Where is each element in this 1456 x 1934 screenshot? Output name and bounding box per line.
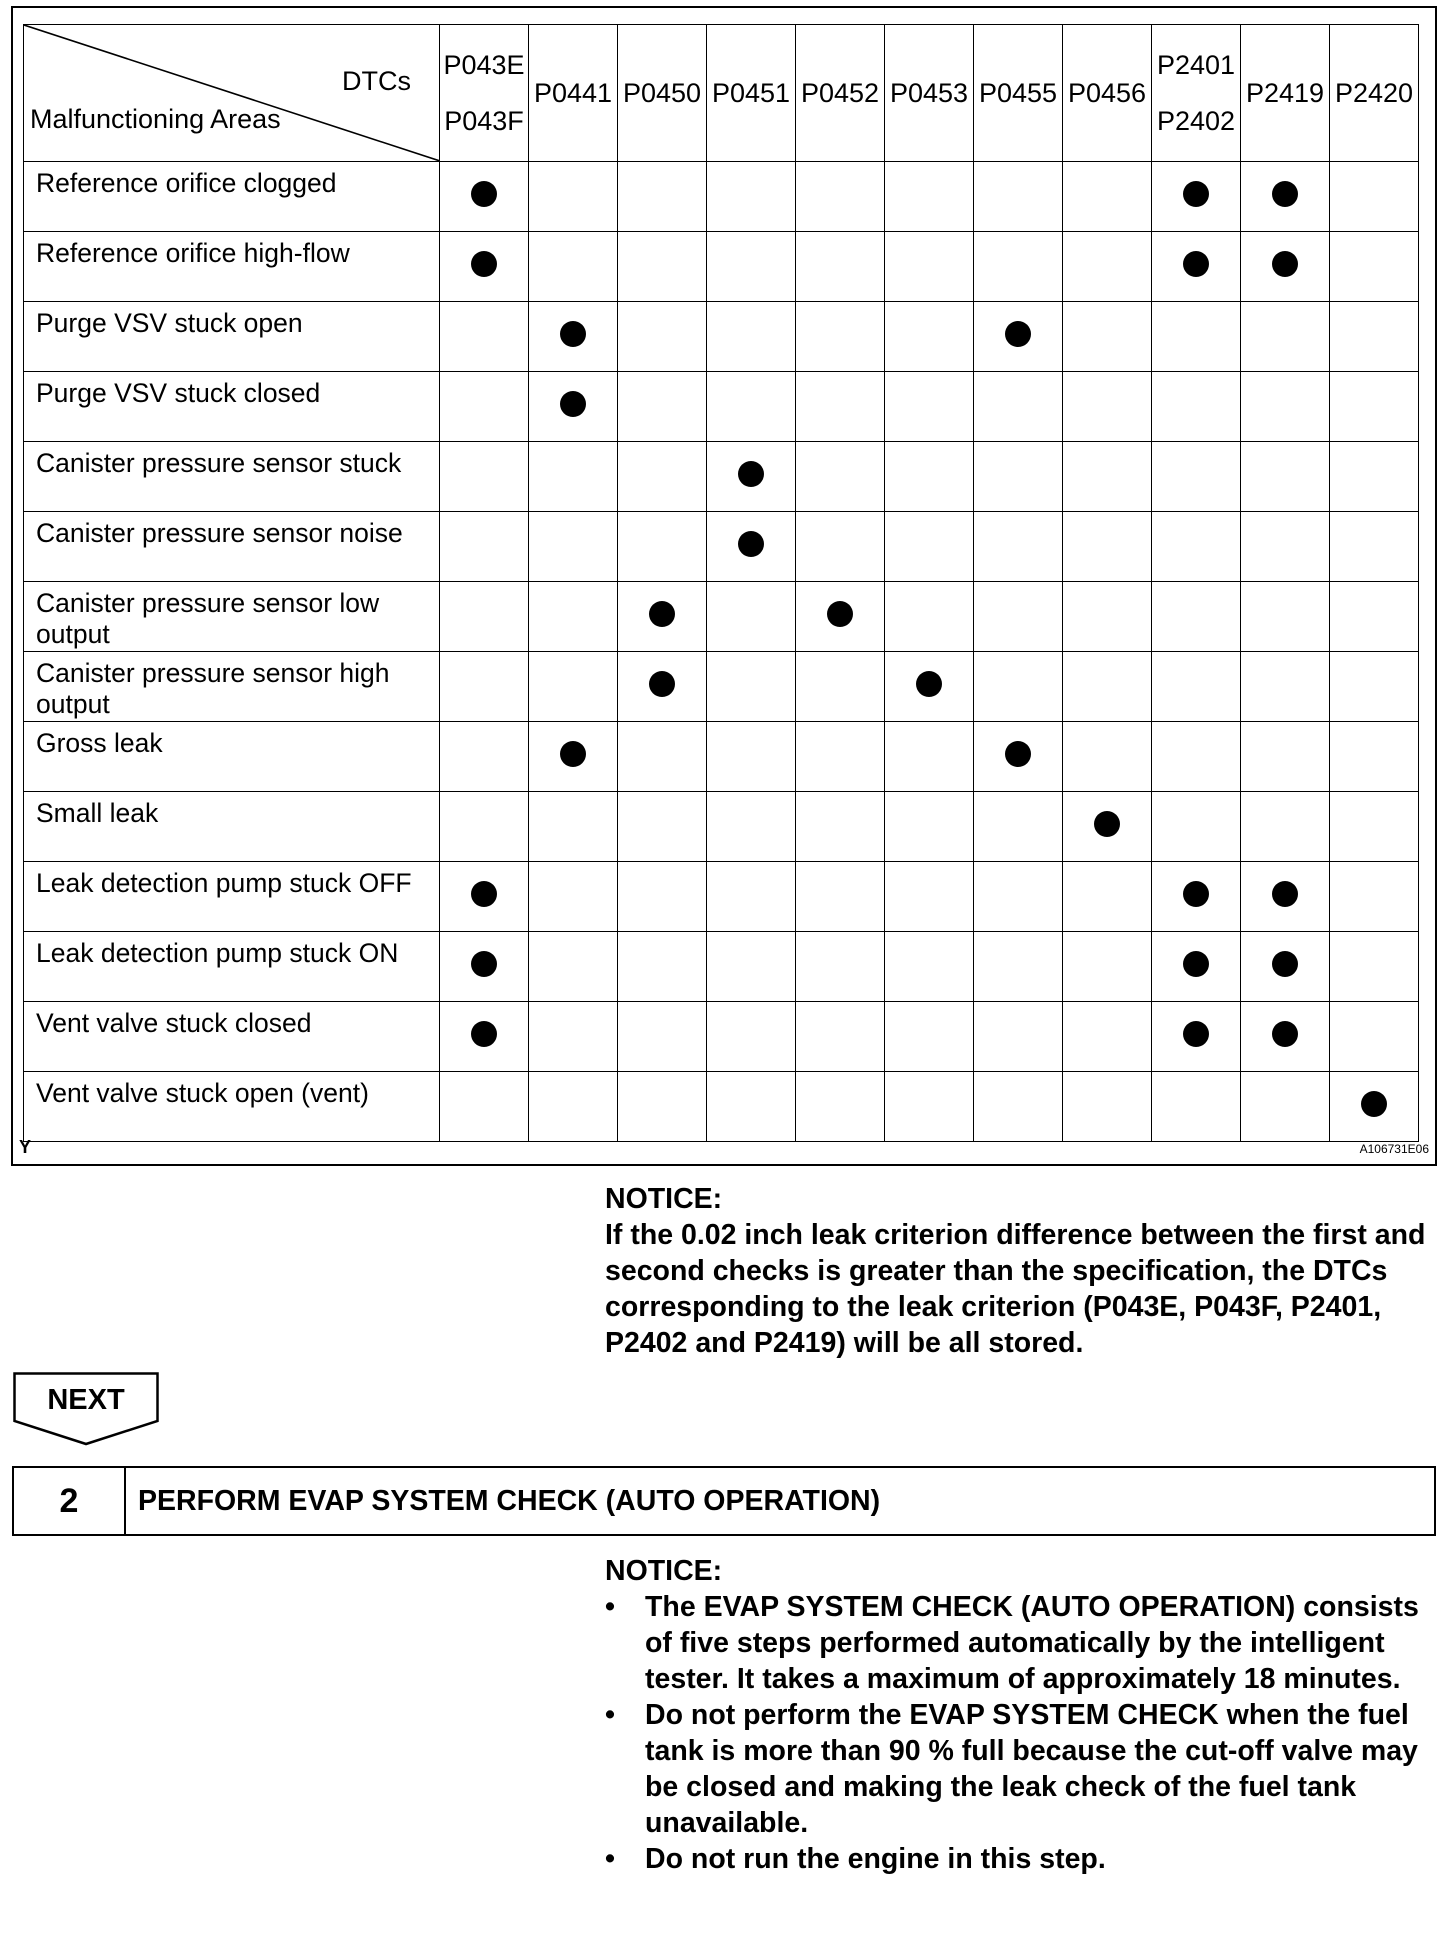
matrix-cell — [796, 862, 885, 932]
notice-list — [605, 1589, 1435, 1877]
matrix-cell — [1152, 1002, 1241, 1072]
matrix-cell — [707, 162, 796, 232]
applicable-dot-icon — [471, 951, 497, 977]
matrix-cell — [618, 232, 707, 302]
matrix-cell — [529, 302, 618, 372]
matrix-cell — [1330, 302, 1419, 372]
malfunction-area-cell: Vent valve stuck open (vent) — [24, 1072, 440, 1142]
matrix-cell — [440, 792, 529, 862]
matrix-cell — [796, 932, 885, 1002]
matrix-cell — [1330, 1002, 1419, 1072]
matrix-cell — [440, 232, 529, 302]
matrix-cell — [1330, 232, 1419, 302]
matrix-cell — [974, 652, 1063, 722]
matrix-cell — [707, 792, 796, 862]
matrix-cell — [974, 162, 1063, 232]
bullet-icon: • — [605, 1699, 615, 1731]
matrix-cell — [1152, 932, 1241, 1002]
applicable-dot-icon — [1183, 881, 1209, 907]
matrix-cell — [885, 792, 974, 862]
applicable-dot-icon — [471, 251, 497, 277]
corner-header-cell — [24, 25, 440, 162]
table-row — [24, 932, 1419, 1002]
matrix-cell — [707, 442, 796, 512]
table-row — [24, 372, 1419, 442]
matrix-cell — [796, 162, 885, 232]
table-row — [24, 162, 1419, 232]
matrix-cell — [974, 1072, 1063, 1142]
matrix-cell — [618, 302, 707, 372]
matrix-cell — [885, 512, 974, 582]
matrix-cell — [1152, 232, 1241, 302]
matrix-cell — [440, 582, 529, 652]
col-header: P2420 — [1330, 25, 1419, 162]
matrix-cell — [1241, 932, 1330, 1002]
matrix-cell — [440, 1072, 529, 1142]
matrix-cell — [796, 792, 885, 862]
matrix-cell — [885, 722, 974, 792]
matrix-cell — [885, 932, 974, 1002]
figure-corner-letter: Y — [19, 1137, 32, 1157]
matrix-cell — [974, 302, 1063, 372]
matrix-cell — [885, 582, 974, 652]
matrix-cell — [1330, 442, 1419, 512]
matrix-cell — [885, 442, 974, 512]
applicable-dot-icon — [560, 741, 586, 767]
matrix-cell — [529, 232, 618, 302]
matrix-cell — [1063, 512, 1152, 582]
malfunction-area-cell: Canister pressure sensor noise — [24, 512, 440, 582]
matrix-cell — [440, 302, 529, 372]
matrix-cell — [618, 442, 707, 512]
applicable-dot-icon — [1272, 1021, 1298, 1047]
step-number: 2 — [14, 1468, 126, 1534]
applicable-dot-icon — [471, 1021, 497, 1047]
matrix-cell — [1152, 512, 1241, 582]
matrix-cell — [1152, 862, 1241, 932]
applicable-dot-icon — [560, 391, 586, 417]
matrix-cell — [440, 862, 529, 932]
table-row — [24, 862, 1419, 932]
matrix-cell — [1241, 722, 1330, 792]
matrix-cell — [796, 372, 885, 442]
applicable-dot-icon — [1272, 881, 1298, 907]
bullet-icon: • — [605, 1843, 615, 1875]
applicable-dot-icon — [1183, 951, 1209, 977]
matrix-cell — [618, 792, 707, 862]
table-row — [24, 722, 1419, 792]
matrix-cell — [796, 442, 885, 512]
applicable-dot-icon — [471, 181, 497, 207]
applicable-dot-icon — [1094, 811, 1120, 837]
matrix-cell — [707, 1072, 796, 1142]
applicable-dot-icon — [1005, 741, 1031, 767]
matrix-cell — [1063, 372, 1152, 442]
matrix-cell — [618, 512, 707, 582]
malfunction-area-cell: Purge VSV stuck closed — [24, 372, 440, 442]
applicable-dot-icon — [471, 881, 497, 907]
matrix-cell — [974, 512, 1063, 582]
matrix-cell — [974, 792, 1063, 862]
matrix-cell — [1063, 232, 1152, 302]
matrix-cell — [796, 512, 885, 582]
matrix-cell — [1152, 302, 1241, 372]
table-row — [24, 582, 1419, 652]
matrix-cell — [974, 722, 1063, 792]
applicable-dot-icon — [649, 601, 675, 627]
matrix-cell — [1241, 442, 1330, 512]
matrix-cell — [1152, 442, 1241, 512]
matrix-cell — [974, 1002, 1063, 1072]
col-header: P0451 — [707, 25, 796, 162]
applicable-dot-icon — [1183, 181, 1209, 207]
malfunction-area-cell: Reference orifice high-flow — [24, 232, 440, 302]
applicable-dot-icon — [827, 601, 853, 627]
malfunction-area-cell: Small leak — [24, 792, 440, 862]
matrix-cell — [885, 862, 974, 932]
table-row — [24, 1072, 1419, 1142]
matrix-cell — [440, 442, 529, 512]
matrix-cell — [618, 932, 707, 1002]
matrix-cell — [618, 1072, 707, 1142]
matrix-cell — [796, 722, 885, 792]
list-item: • Do not perform the EVAP SYSTEM CHECK when the fuel tank is more than 90 % full because the cut-off valve may be closed and making the leak check of the fuel tank unavailable. — [605, 1699, 1418, 1839]
matrix-cell — [529, 512, 618, 582]
matrix-cell — [618, 862, 707, 932]
applicable-dot-icon — [738, 461, 764, 487]
applicable-dot-icon — [916, 671, 942, 697]
matrix-cell — [1063, 792, 1152, 862]
matrix-cell — [1330, 372, 1419, 442]
notice-block-2 — [605, 1553, 1435, 1877]
table-row — [24, 302, 1419, 372]
matrix-cell — [529, 932, 618, 1002]
matrix-cell — [707, 932, 796, 1002]
matrix-cell — [440, 652, 529, 722]
matrix-cell — [796, 232, 885, 302]
applicable-dot-icon — [560, 321, 586, 347]
matrix-cell — [796, 652, 885, 722]
matrix-cell — [885, 232, 974, 302]
matrix-cell — [707, 582, 796, 652]
matrix-cell — [529, 1072, 618, 1142]
matrix-cell — [1063, 722, 1152, 792]
malfunction-area-cell: Leak detection pump stuck ON — [24, 932, 440, 1002]
dtc-figure — [11, 6, 1437, 1166]
matrix-cell — [1152, 372, 1241, 442]
matrix-cell — [1241, 512, 1330, 582]
matrix-cell — [1063, 302, 1152, 372]
matrix-cell — [1330, 862, 1419, 932]
matrix-cell — [618, 372, 707, 442]
table-row — [24, 512, 1419, 582]
matrix-cell — [1330, 1072, 1419, 1142]
malfunction-area-cell: Canister pressure sensor high output — [24, 652, 440, 722]
notice-heading: NOTICE: — [605, 1183, 723, 1215]
matrix-cell — [1152, 1072, 1241, 1142]
matrix-cell — [618, 162, 707, 232]
matrix-cell — [1241, 1072, 1330, 1142]
matrix-cell — [1063, 932, 1152, 1002]
matrix-cell — [1241, 232, 1330, 302]
col-header: P2419 — [1241, 25, 1330, 162]
applicable-dot-icon — [1005, 321, 1031, 347]
matrix-cell — [529, 162, 618, 232]
applicable-dot-icon — [1272, 181, 1298, 207]
matrix-cell — [707, 302, 796, 372]
matrix-cell — [707, 512, 796, 582]
col-header: P0453 — [885, 25, 974, 162]
matrix-cell — [796, 1002, 885, 1072]
matrix-cell — [529, 652, 618, 722]
col-header: P2401 P2402 — [1152, 25, 1241, 162]
matrix-cell — [1063, 1002, 1152, 1072]
notice-text: If the 0.02 inch leak criterion difference between the first and second checks is greater than the specification, the DTCs corresponding to the leak criterion (P043E, P043F, P2401, P2402 and P2419) will be all stored. — [605, 1219, 1426, 1359]
matrix-cell — [974, 862, 1063, 932]
step-title: PERFORM EVAP SYSTEM CHECK (AUTO OPERATION) — [138, 1484, 881, 1517]
step-header — [12, 1466, 1436, 1536]
matrix-cell — [529, 862, 618, 932]
matrix-cell — [1152, 722, 1241, 792]
matrix-cell — [440, 372, 529, 442]
malfunction-area-cell: Purge VSV stuck open — [24, 302, 440, 372]
matrix-cell — [1330, 932, 1419, 1002]
list-item: • The EVAP SYSTEM CHECK (AUTO OPERATION) consists of five steps performed automatically by the intelligent tester. It takes a maximum of approximately 18 minutes. — [605, 1591, 1419, 1695]
table-row — [24, 442, 1419, 512]
matrix-cell — [1330, 162, 1419, 232]
matrix-cell — [618, 652, 707, 722]
matrix-cell — [1152, 162, 1241, 232]
matrix-cell — [529, 372, 618, 442]
matrix-cell — [1330, 582, 1419, 652]
applicable-dot-icon — [1183, 1021, 1209, 1047]
matrix-cell — [707, 652, 796, 722]
matrix-cell — [1063, 162, 1152, 232]
matrix-cell — [885, 652, 974, 722]
matrix-cell — [1152, 582, 1241, 652]
notice-heading: NOTICE: — [605, 1555, 723, 1587]
applicable-dot-icon — [649, 671, 675, 697]
matrix-cell — [707, 372, 796, 442]
matrix-cell — [529, 442, 618, 512]
col-header: P0456 — [1063, 25, 1152, 162]
matrix-cell — [974, 442, 1063, 512]
matrix-cell — [440, 1002, 529, 1072]
matrix-cell — [1063, 862, 1152, 932]
matrix-cell — [885, 1002, 974, 1072]
matrix-cell — [529, 582, 618, 652]
matrix-cell — [1063, 1072, 1152, 1142]
matrix-cell — [618, 1002, 707, 1072]
matrix-cell — [1063, 582, 1152, 652]
matrix-cell — [529, 1002, 618, 1072]
matrix-cell — [974, 932, 1063, 1002]
malfunction-area-cell: Leak detection pump stuck OFF — [24, 862, 440, 932]
matrix-cell — [1063, 652, 1152, 722]
matrix-cell — [796, 582, 885, 652]
matrix-cell — [1063, 442, 1152, 512]
applicable-dot-icon — [1361, 1091, 1387, 1117]
matrix-cell — [618, 722, 707, 792]
next-button-label: NEXT — [47, 1384, 125, 1416]
matrix-cell — [974, 232, 1063, 302]
table-header-row — [24, 25, 1419, 162]
dtc-matrix-table — [23, 24, 1419, 1142]
matrix-cell — [1241, 792, 1330, 862]
malfunction-area-cell: Reference orifice clogged — [24, 162, 440, 232]
matrix-cell — [1241, 302, 1330, 372]
table-row — [24, 652, 1419, 722]
table-row — [24, 232, 1419, 302]
matrix-cell — [1152, 792, 1241, 862]
matrix-cell — [1241, 862, 1330, 932]
matrix-cell — [1241, 582, 1330, 652]
figure-id: A106731E06 — [1359, 1142, 1429, 1156]
bullet-icon: • — [605, 1591, 615, 1623]
matrix-cell — [1241, 162, 1330, 232]
corner-dtcs-label: DTCs — [342, 66, 411, 96]
matrix-cell — [974, 372, 1063, 442]
malfunction-area-cell: Gross leak — [24, 722, 440, 792]
matrix-cell — [974, 582, 1063, 652]
col-header: P0450 — [618, 25, 707, 162]
applicable-dot-icon — [738, 531, 764, 557]
matrix-cell — [707, 232, 796, 302]
malfunction-area-cell: Canister pressure sensor stuck — [24, 442, 440, 512]
malfunction-area-cell: Canister pressure sensor low output — [24, 582, 440, 652]
table-body — [24, 162, 1419, 1142]
matrix-cell — [885, 302, 974, 372]
col-header: P0452 — [796, 25, 885, 162]
matrix-cell — [440, 162, 529, 232]
col-header: P0455 — [974, 25, 1063, 162]
matrix-cell — [1330, 512, 1419, 582]
matrix-cell — [707, 862, 796, 932]
list-item: • Do not run the engine in this step. — [605, 1843, 1106, 1875]
applicable-dot-icon — [1272, 951, 1298, 977]
matrix-cell — [1330, 722, 1419, 792]
notice-block-1 — [605, 1181, 1435, 1361]
table-row — [24, 792, 1419, 862]
matrix-cell — [529, 722, 618, 792]
matrix-cell — [440, 512, 529, 582]
applicable-dot-icon — [1183, 251, 1209, 277]
matrix-cell — [440, 932, 529, 1002]
next-button[interactable] — [13, 1372, 159, 1446]
col-header: P0441 — [529, 25, 618, 162]
matrix-cell — [1241, 372, 1330, 442]
matrix-cell — [885, 372, 974, 442]
matrix-cell — [618, 582, 707, 652]
matrix-cell — [1152, 652, 1241, 722]
matrix-cell — [796, 1072, 885, 1142]
matrix-cell — [1241, 1002, 1330, 1072]
matrix-cell — [707, 1002, 796, 1072]
col-header: P043E P043F — [440, 25, 529, 162]
matrix-cell — [796, 302, 885, 372]
malfunction-area-cell: Vent valve stuck closed — [24, 1002, 440, 1072]
matrix-cell — [1330, 792, 1419, 862]
matrix-cell — [1241, 652, 1330, 722]
matrix-cell — [529, 792, 618, 862]
matrix-cell — [1330, 652, 1419, 722]
applicable-dot-icon — [1272, 251, 1298, 277]
matrix-cell — [885, 162, 974, 232]
matrix-cell — [885, 1072, 974, 1142]
table-row — [24, 1002, 1419, 1072]
matrix-cell — [440, 722, 529, 792]
corner-areas-label: Malfunctioning Areas — [30, 104, 281, 134]
matrix-cell — [707, 722, 796, 792]
